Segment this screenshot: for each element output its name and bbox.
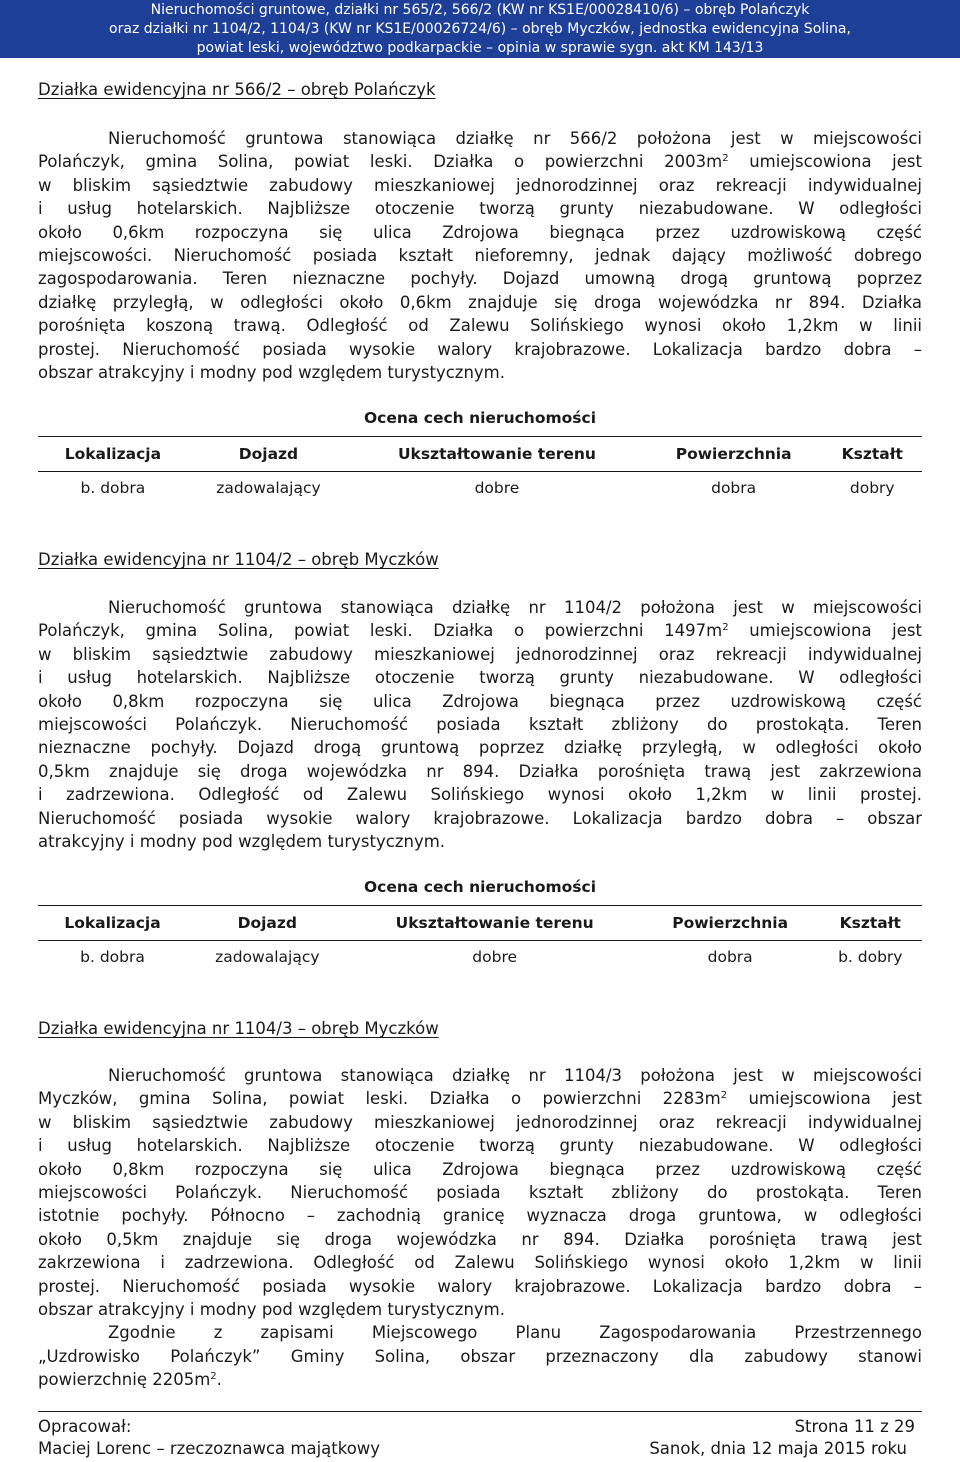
rating-terrain: dobre [348, 940, 642, 973]
paragraph-line: około 0,5km znajduje się droga wojewódzka nr 894. Działka porośnięta trawą jest [38, 1229, 922, 1249]
area-text: Polańczyk, gmina Solina, powiat leski. Działka o powierzchni 1497m [38, 621, 723, 641]
paragraph-line: prostej. Nieruchomość posiada wysokie walory krajobrazowe. Lokalizacja bardzo dobra – [38, 339, 922, 359]
table-title: Ocena cech nieruchomości [38, 869, 922, 905]
rating-location: b. dobra [38, 940, 187, 973]
rating-shape: dobry [823, 471, 922, 504]
footer-page-number: Strona 11 z 29 [794, 1417, 915, 1436]
paragraph-line [38, 150, 922, 173]
paragraph-line: miejscowości Polańczyk. Nieruchomość posiada kształt zbliżony do prostokąta. Teren [38, 1183, 922, 1203]
zoning-line [38, 1368, 922, 1391]
section-description-1104-3 [38, 1064, 922, 1392]
footer-author-name: Maciej Lorenc – rzeczoznawca majątkowy [38, 1439, 381, 1458]
paragraph-line: miejscowości. Nieruchomość posiada kształt nieforemny, jednak dający możliwość dobrego [38, 246, 922, 266]
paragraph-line: Nieruchomość gruntowa stanowiąca działkę nr 566/2 położona jest w miejscowości [108, 129, 922, 148]
footer-author-label: Opracował: [38, 1417, 132, 1436]
header-line-2: oraz działki nr 1104/2, 1104/3 (KW nr KS1E/00026724/6) – obręb Myczków, jednostka ewidencyjna Solina, [109, 21, 851, 37]
column-header-location: Lokalizacja [38, 436, 188, 471]
paragraph-line: nieznaczne pochyły. Dojazd drogą gruntową poprzez działkę przyległą, w odległości około [38, 738, 922, 758]
paragraph-line: około 0,8km rozpoczyna się ulica Zdrojowa biegnąca przez uzdrowiskową część [38, 691, 922, 711]
zoning-area-suffix: . [216, 1370, 222, 1390]
area-suffix: umiejscowiona jest [727, 1089, 922, 1109]
footer-place-date: Sanok, dnia 12 maja 2015 roku [649, 1439, 907, 1458]
header-line-3: powiat leski, województwo podkarpackie – opinia w sprawie sygn. akt KM 143/13 [196, 40, 764, 56]
paragraph-line: atrakcyjny i modny pod względem turystycznym. [38, 832, 446, 852]
paragraph-line: i usług hotelarskich. Najbliższe otoczenie tworzą grunty niezabudowane. W odległości [38, 1136, 922, 1156]
rating-area: dobra [645, 471, 823, 504]
footer-divider [38, 1411, 922, 1412]
section-description-1104-2 [38, 596, 922, 853]
paragraph-line: miejscowości Polańczyk. Nieruchomość posiada kształt zbliżony do prostokąta. Teren [38, 715, 922, 735]
paragraph-line: prostej. Nieruchomość posiada wysokie walory krajobrazowe. Lokalizacja bardzo dobra – [38, 1276, 922, 1296]
area-suffix: umiejscowiona jest [728, 152, 922, 172]
rating-location: b. dobra [38, 471, 188, 504]
column-header-terrain: Ukształtowanie terenu [348, 905, 642, 940]
superscript: 2 [722, 153, 729, 165]
column-header-location: Lokalizacja [38, 905, 187, 940]
column-header-access: Dojazd [187, 905, 348, 940]
rating-area: dobra [642, 940, 819, 973]
zoning-line: Zgodnie z zapisami Miejscowego Planu Zagospodarowania Przestrzennego [108, 1323, 922, 1343]
rating-shape: b. dobry [819, 940, 922, 973]
column-header-area: Powierzchnia [642, 905, 819, 940]
paragraph-line: w bliskim sąsiedztwie zabudowy mieszkaniowej jednorodzinnej oraz rekreacji indywidualnej [38, 175, 922, 195]
paragraph-line: Nieruchomość gruntowa stanowiąca działkę nr 1104/2 położona jest w miejscowości [108, 598, 922, 617]
paragraph-line: działkę przyległą, w odległości około 0,6km znajduje się droga wojewódzka nr 894. Działka [38, 292, 922, 312]
property-rating-table-566-2 [38, 400, 922, 504]
paragraph-line: około 0,6km rozpoczyna się ulica Zdrojowa biegnąca przez uzdrowiskową część [38, 222, 922, 242]
area-suffix: umiejscowiona jest [728, 621, 922, 641]
paragraph-line [38, 619, 922, 642]
paragraph-line: i zadrzewiona. Odległość od Zalewu Solińskiego wynosi około 1,2km w linii prostej. [38, 785, 922, 805]
paragraph-line: Nieruchomość gruntowa stanowiąca działkę nr 1104/3 położona jest w miejscowości [108, 1066, 922, 1085]
superscript: 2 [722, 622, 729, 634]
section-description-566-2 [38, 127, 922, 384]
paragraph-line: obszar atrakcyjny i modny pod względem turystycznym. [38, 1300, 505, 1320]
zoning-area-text: powierzchnię 2205m [38, 1370, 211, 1390]
paragraph-line: w bliskim sąsiedztwie zabudowy mieszkaniowej jednorodzinnej oraz rekreacji indywidualnej [38, 1112, 922, 1132]
column-header-access: Dojazd [188, 436, 349, 471]
paragraph-line: istotnie pochyły. Północno – zachodnią granicę wyznacza droga gruntowa, w odległości [38, 1206, 922, 1226]
area-text: Polańczyk, gmina Solina, powiat leski. Działka o powierzchni 2003m [38, 152, 723, 172]
paragraph-line: około 0,8km rozpoczyna się ulica Zdrojowa biegnąca przez uzdrowiskową część [38, 1159, 922, 1179]
column-header-terrain: Ukształtowanie terenu [349, 436, 645, 471]
area-text: Myczków, gmina Solina, powiat leski. Działka o powierzchni 2283m [38, 1089, 721, 1109]
section-title-1104-2: Działka ewidencyjna nr 1104/2 – obręb Myczków [38, 550, 439, 569]
paragraph-line: Nieruchomość posiada wysokie walory krajobrazowe. Lokalizacja bardzo dobra – obszar [38, 808, 922, 828]
zoning-line: „Uzdrowisko Polańczyk” Gminy Solina, obszar przeznaczony dla zabudowy stanowi [38, 1346, 922, 1366]
table-title: Ocena cech nieruchomości [38, 400, 922, 436]
column-header-area: Powierzchnia [645, 436, 823, 471]
paragraph-line: w bliskim sąsiedztwie zabudowy mieszkaniowej jednorodzinnej oraz rekreacji indywidualnej [38, 644, 922, 664]
superscript: 2 [720, 1090, 728, 1102]
section-title-566-2: Działka ewidencyjna nr 566/2 – obręb Polańczyk [38, 80, 436, 99]
property-rating-table-1104-2 [38, 869, 922, 973]
document-header [0, 0, 960, 58]
rating-access: zadowalający [187, 940, 348, 973]
column-header-shape: Kształt [823, 436, 922, 471]
paragraph-line: zagospodarowania. Teren nieznaczne pochyły. Dojazd umowną drogą gruntową poprzez [38, 269, 922, 289]
section-title-1104-3: Działka ewidencyjna nr 1104/3 – obręb Myczków [38, 1019, 439, 1038]
column-header-shape: Kształt [819, 905, 922, 940]
paragraph-line: i usług hotelarskich. Najbliższe otoczenie tworzą grunty niezabudowane. W odległości [38, 668, 922, 688]
header-line-1: Nieruchomości gruntowe, działki nr 565/2, 566/2 (KW nr KS1E/00028410/6) – obręb Polańczyk [150, 2, 810, 18]
rating-access: zadowalający [188, 471, 349, 504]
rating-terrain: dobre [349, 471, 645, 504]
paragraph-line: 0,5km znajduje się droga wojewódzka nr 894. Działka porośnięta trawą jest zakrzewiona [38, 761, 922, 781]
paragraph-line: obszar atrakcyjny i modny pod względem turystycznym. [38, 363, 505, 383]
superscript: 2 [210, 1371, 217, 1383]
paragraph-line: zakrzewiona i zadrzewiona. Odległość od Zalewu Solińskiego wynosi około 1,2km w linii [38, 1253, 922, 1273]
paragraph-line [38, 1087, 922, 1110]
paragraph-line: porośnięta koszoną trawą. Odległość od Zalewu Solińskiego wynosi około 1,2km w linii [38, 316, 922, 336]
paragraph-line: i usług hotelarskich. Najbliższe otoczenie tworzą grunty niezabudowane. W odległości [38, 199, 922, 219]
